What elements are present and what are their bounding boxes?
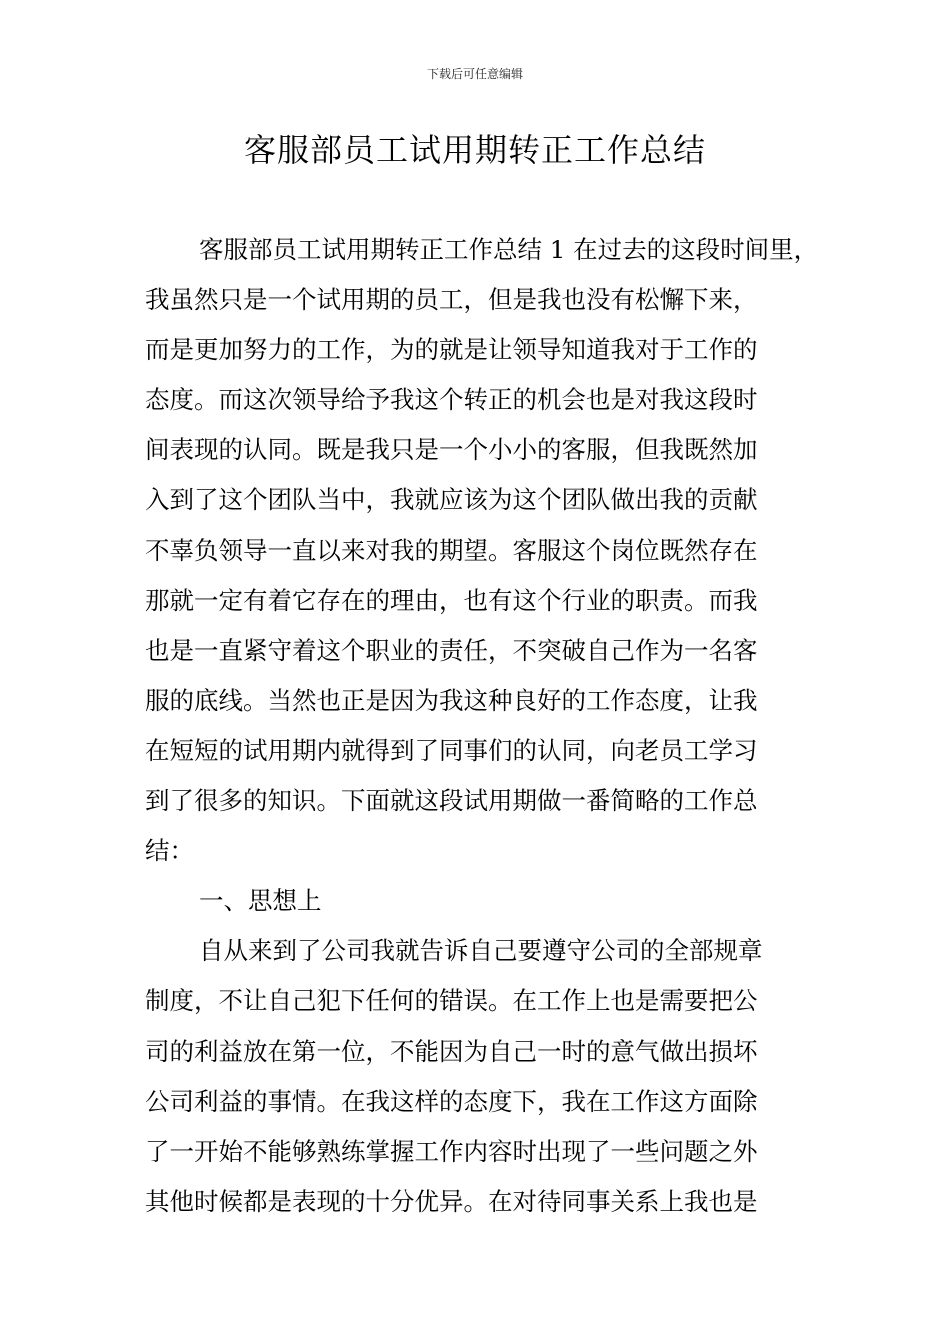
paragraph-line: 态度。而这次领导给予我这个转正的机会也是对我这段时 [145,385,758,415]
paragraph-line: 不辜负领导一直以来对我的期望。客服这个岗位既然存在 [145,535,758,565]
paragraph-line: 也是一直紧守着这个职业的责任，不突破自己作为一名客 [145,635,758,665]
page-header-note: 下载后可任意编辑 [426,67,523,81]
paragraph-line: 在短短的试用期内就得到了同事们的认同，向老员工学习 [145,735,758,765]
paragraph-line: 结： [145,836,194,866]
paragraph-line: 了一开始不能够熟练掌握工作内容时出现了一些问题之外 [145,1136,758,1166]
paragraph-line: 制度，不让自己犯下任何的错误。在工作上也是需要把公 [145,986,758,1016]
paragraph-line: 而是更加努力的工作，为的就是让领导知道我对于工作的 [145,335,758,365]
paragraph-line: 司的利益放在第一位，不能因为自己一时的意气做出损坏 [145,1036,758,1066]
paragraph-line: 公司利益的事情。在我这样的态度下，我在工作这方面除 [145,1086,758,1116]
paragraph-line: 自从来到了公司我就告诉自己要遵守公司的全部规章 [199,936,763,966]
document-body [145,225,819,1227]
paragraph-line: 服的底线。当然也正是因为我这种良好的工作态度，让我 [145,685,758,715]
document-title: 客服部员工试用期转正工作总结 [243,131,706,169]
paragraph-line: 其他时候都是表现的十分优异。在对待同事关系上我也是 [145,1186,758,1216]
paragraph-line: 到了很多的知识。下面就这段试用期做一番简略的工作总 [145,786,758,816]
paragraph-line: 我虽然只是一个试用期的员工，但是我也没有松懈下来， [145,285,758,315]
paragraph-line: 客服部员工试用期转正工作总结 1 在过去的这段时间里， [199,235,819,264]
paragraph-line: 间表现的认同。既是我只是一个小小的客服，但我既然加 [145,435,758,465]
paragraph-line: 入到了这个团队当中，我就应该为这个团队做出我的贡献 [145,485,758,515]
section-heading: 一、思想上 [199,886,322,916]
paragraph-line: 那就一定有着它存在的理由，也有这个行业的职责。而我 [145,585,758,615]
